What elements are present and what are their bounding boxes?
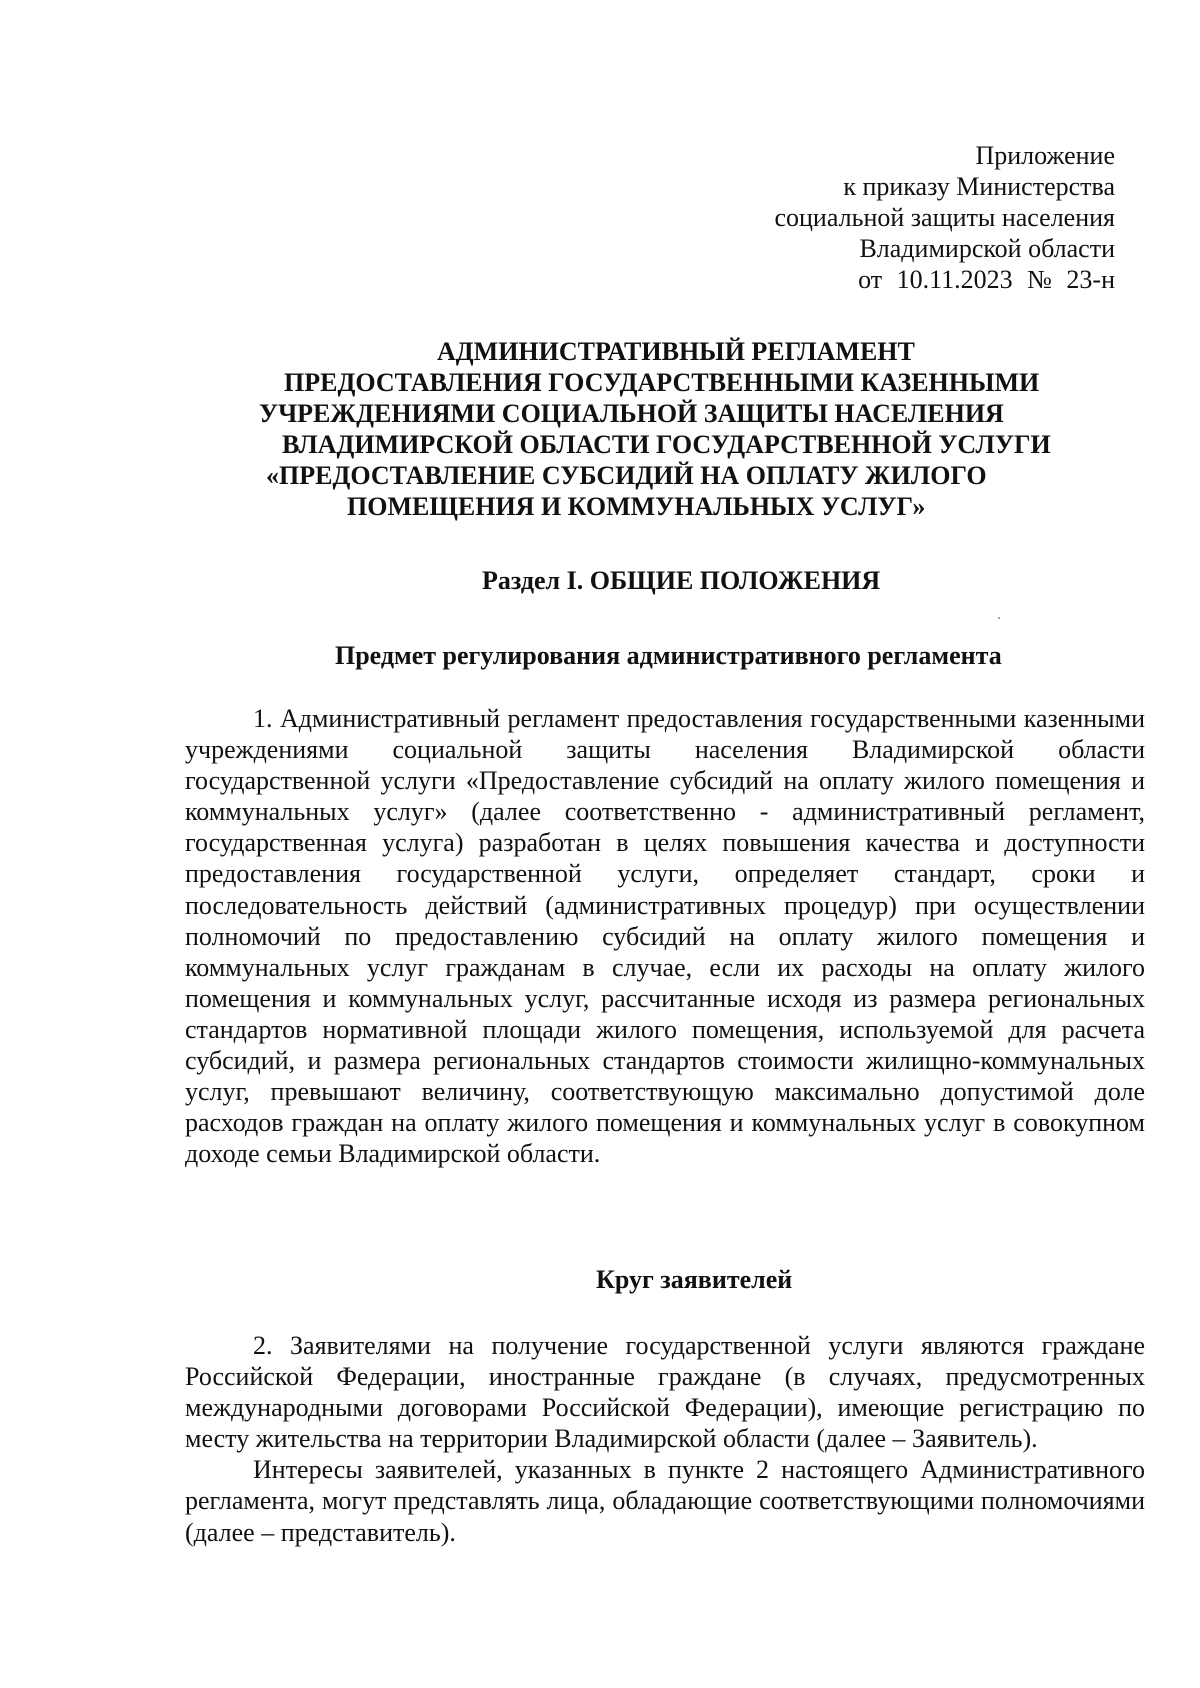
title-line: УЧРЕЖДЕНИЯМИ СОЦИАЛЬНОЙ ЗАЩИТЫ НАСЕЛЕНИЯ [259, 399, 1004, 428]
subheading-regulation: Предмет регулирования административного регламента [335, 641, 1002, 670]
appendix-line: социальной защиты населения [774, 203, 1115, 232]
title-line: ПОМЕЩЕНИЯ И КОММУНАЛЬНЫХ УСЛУГ» [347, 492, 926, 521]
title-line: «ПРЕДОСТАВЛЕНИЕ СУБСИДИЙ НА ОПЛАТУ ЖИЛОГО [266, 461, 987, 490]
appendix-block [774, 140, 1115, 295]
title-line: ПРЕДОСТАВЛЕНИЯ ГОСУДАРСТВЕННЫМИ КАЗЕННЫМИ [284, 368, 1040, 397]
paragraph-text: 2. Заявителями на получение государственной услуги являются граждане Российской Федерации, иностранные граждане (в случаях, предусмотренных международными договорами Российской Федерации), имеющие регистрацию по месту жительства на территории Владимирской области (далее – Заявитель). [185, 1331, 1145, 1454]
paragraph-2 [185, 1330, 1145, 1548]
paragraph-text: 1. Административный регламент предоставления государственными казенными учреждениями социальной защиты населения Владимирской области государственной услуги «Предоставление субсидий на оплату жилого помещения и коммунальных услуг» (далее соответственно - административный регламент, государственная услуга) разработан в целях повышения качества и доступности предоставления государственной услуги, определяет стандарт, сроки и последовательность действий (административных процедур) при осуществлении полномочий по предоставлению субсидий на оплату жилого помещения и коммунальных услуг гражданам в случае, если их расходы на оплату жилого помещения и коммунальных услуг, рассчитанные исходя из размера региональных стандартов нормативной площади жилого помещения, используемой для расчета субсидий, и размера региональных стандартов стоимости жилищно-коммунальных услуг, превышают величину, соответствующую максимально допустимой доле расходов граждан на оплату жилого помещения и коммунальных услуг в совокупном доходе семьи Владимирской области. [185, 704, 1145, 1169]
appendix-line: к приказу Министерства [843, 172, 1115, 201]
title-line: ВЛАДИМИРСКОЙ ОБЛАСТИ ГОСУДАРСТВЕННОЙ УСЛУГИ [282, 430, 1051, 459]
scan-speck [998, 617, 1000, 619]
appendix-order-line: от 10.11.2023 № 23-н [858, 265, 1115, 294]
appendix-line: Приложение [975, 141, 1115, 170]
appendix-line: Владимирской области [859, 234, 1115, 263]
section-heading: Раздел I. ОБЩИЕ ПОЛОЖЕНИЯ [482, 566, 881, 595]
title-line: АДМИНИСТРАТИВНЫЙ РЕГЛАМЕНТ [437, 337, 915, 366]
subheading-applicants: Круг заявителей [596, 1265, 793, 1294]
paragraph-text: Интересы заявителей, указанных в пункте 2 настоящего Административного регламента, могут представлять лица, обладающие соответствующими полномочиями (далее – представитель). [185, 1455, 1145, 1547]
paragraph-1 [185, 703, 1145, 1169]
